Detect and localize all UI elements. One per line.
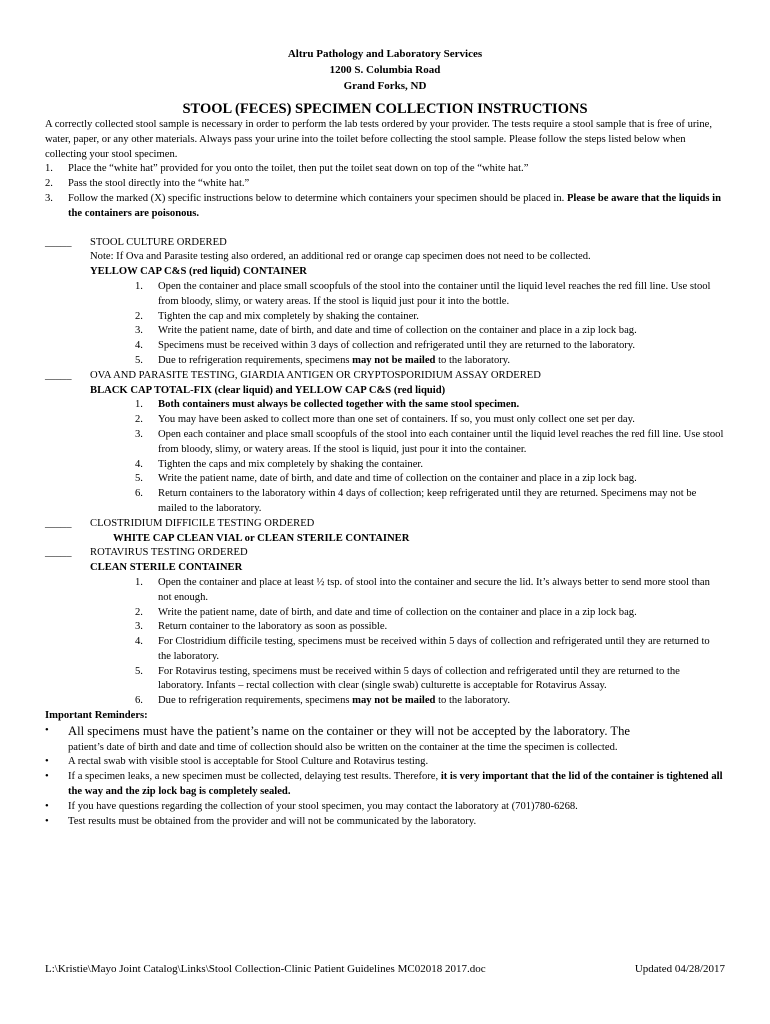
instruction-item: 5. Write the patient name, date of birth, and date and time of collection on the container and place in a zip lock bag. — [135, 473, 637, 485]
section-note: Note: If Ova and Parasite testing also ordered, an additional red or orange cap specimen does not need to be collected. — [90, 251, 591, 263]
document-page — [45, 46, 725, 829]
section-stool-culture — [45, 236, 725, 280]
instruction-item: 2. You may have been asked to collect more than one set of containers. If so, you must only collect one set per day. — [135, 414, 635, 426]
container-label: YELLOW CAP C&S (red liquid) CONTAINER — [90, 266, 307, 278]
bullet-icon: • — [45, 724, 49, 736]
instruction-item: 5. Due to refrigeration requirements, specimens may not be mailed to the laboratory. — [135, 354, 511, 366]
container-label: WHITE CAP CLEAN VIAL or CLEAN STERILE CONTAINER — [113, 532, 410, 544]
bullet-icon: • — [45, 815, 49, 827]
instruction-item: 3. Write the patient name, date of birth, and date and time of collection on the container and place in a zip lock bag. — [135, 325, 637, 337]
instruction-item: 4. For Clostridium difficile testing, specimens must be received within 5 days of collection and refrigerated until they are returned to the laboratory. — [135, 636, 710, 662]
instruction-item: 3. Open each container and place small scoopfuls of the stool into each container until the liquid level reaches the red fill line. Use stool from bloody, slimy, or watery areas. If the stool is liquid, just pour it into the container. — [135, 428, 724, 455]
instruction-item: 1. Both containers must always be collected together with the same stool specimen. — [135, 399, 520, 411]
checkbox-blank-stool-culture[interactable]: _____ — [45, 236, 72, 248]
container-label: BLACK CAP TOTAL-FIX (clear liquid) and YELLOW CAP C&S (red liquid) — [90, 384, 446, 396]
instruction-item: 3. Return container to the laboratory as soon as possible. — [135, 621, 388, 633]
rota-instructions — [45, 576, 725, 709]
reminder-item: • All specimens must have the patient’s name on the container or they will not be accepted by the laboratory. The patient’s date of birth and date and time of collection should also be written on the container at the time the specimen is collected. — [45, 723, 630, 753]
reminder-item: • If you have questions regarding the collection of your stool specimen, you may contact the laboratory at (701)780-6268. — [45, 800, 725, 815]
container-label: CLEAN STERILE CONTAINER — [90, 562, 243, 574]
instruction-item: 6. Due to refrigeration requirements, specimens may not be mailed to the laboratory. — [135, 695, 511, 707]
intro-paragraph: A correctly collected stool sample is necessary in order to perform the lab tests ordered by your provider. The tests require a stool sample that is free of urine, water, paper, or any other materials. Always pass your urine into the toilet before collecting the stool sample. Please follow the steps listed below when collecting your stool specimen. — [45, 119, 713, 160]
checkbox-blank-rotavirus[interactable]: _____ — [45, 547, 72, 559]
checkbox-blank-ova-parasite[interactable]: _____ — [45, 369, 72, 381]
ova-instructions — [45, 398, 725, 516]
culture-instructions — [45, 280, 725, 369]
page-footer — [45, 962, 725, 977]
section-heading: CLOSTRIDIUM DIFFICILE TESTING ORDERED — [90, 517, 315, 529]
section-rotavirus — [45, 546, 725, 576]
footer-file-path: L:\Kristie\Mayo Joint Catalog\Links\Stool Collection-Clinic Patient Guidelines MC02018 2017.doc — [45, 963, 486, 975]
bullet-icon: • — [45, 800, 49, 812]
instruction-item: 6. Return containers to the laboratory within 4 days of collection; keep refrigerated until they are returned. Specimens may not be mailed to the laboratory. — [135, 488, 697, 514]
instruction-item: 4. Specimens must be received within 3 days of collection and refrigerated until they are returned to the laboratory. — [135, 340, 636, 352]
reminders-heading: Important Reminders: — [45, 710, 148, 722]
page-title: STOOL (FECES) SPECIMEN COLLECTION INSTRUCTIONS — [182, 101, 588, 117]
reminder-item: • A rectal swab with visible stool is acceptable for Stool Culture and Rotavirus testing. — [45, 755, 725, 770]
instruction-item: 4. Tighten the caps and mix completely by shaking the container. — [135, 458, 423, 470]
step-item: 3. Follow the marked (X) specific instructions below to determine which containers your specimen should be placed in. Please be aware that the liquids in the containers are poisonous. — [45, 192, 721, 219]
step-item: 1. Place the “white hat” provided for you onto the toilet, then put the toilet seat down on top of the “white hat.” — [45, 163, 529, 175]
instruction-item: 2. Write the patient name, date of birth, and date and time of collection on the container and place in a zip lock bag. — [135, 606, 637, 618]
section-ova-parasite — [45, 369, 725, 399]
org-city: Grand Forks, ND — [343, 80, 427, 92]
section-cdiff — [45, 517, 725, 547]
reminders-list — [45, 724, 725, 830]
section-heading: ROTAVIRUS TESTING ORDERED — [90, 547, 248, 559]
step-item: 2. Pass the stool directly into the “white hat.” — [45, 178, 250, 190]
reminder-item: • Test results must be obtained from the provider and will not be communicated by the laboratory. — [45, 815, 725, 830]
org-name: Altru Pathology and Laboratory Services — [287, 48, 483, 60]
reminder-item: • If a specimen leaks, a new specimen must be collected, delaying test results. Therefore, it is very important that the lid of the container is tightened all the way and the zip lock bag is completely sealed. — [45, 771, 723, 798]
general-steps — [45, 162, 725, 221]
instruction-item: 1. Open the container and place small scoopfuls of the stool into the container until the liquid level reaches the red fill line. Use stool from bloody, slimy, or watery areas. If the stool is liquid just pour it into the bottle. — [135, 280, 711, 307]
instruction-item: 1. Open the container and place at least ½ tsp. of stool into the container and secure the lid. It’s always better to send more stool than not enough. — [135, 576, 710, 603]
instruction-item: 5. For Rotavirus testing, specimens must be received within 5 days of collection and refrigerated until they are returned to the laboratory. Infants – rectal collection with clear (single swab) culturette is acceptable for Rotavirus Assay. — [135, 665, 680, 692]
section-heading: STOOL CULTURE ORDERED — [90, 236, 227, 248]
checkbox-blank-cdiff[interactable]: _____ — [45, 517, 72, 529]
org-street: 1200 S. Columbia Road — [329, 64, 441, 76]
bullet-icon: • — [45, 771, 49, 783]
footer-updated-date: Updated 04/28/2017 — [634, 963, 725, 975]
section-heading: OVA AND PARASITE TESTING, GIARDIA ANTIGEN OR CRYPTOSPORIDIUM ASSAY ORDERED — [90, 369, 541, 381]
bullet-icon: • — [45, 756, 49, 768]
instruction-item: 2. Tighten the cap and mix completely by shaking the container. — [135, 310, 419, 322]
